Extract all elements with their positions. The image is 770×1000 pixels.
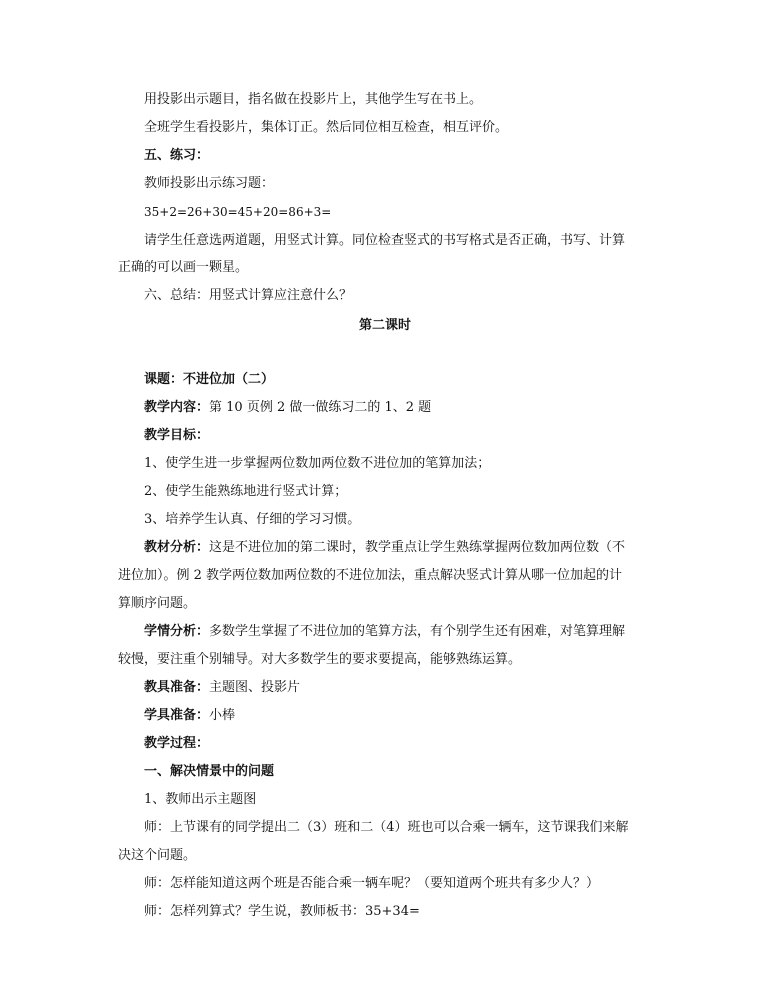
teaching-aids (144, 680, 684, 696)
teacher-dialogue-3: 师：怎样列算式？学生说，教师板书：35+34= (144, 904, 420, 919)
paragraph-teacher-projects: 教师投影出示练习题： (144, 176, 275, 191)
student-analysis-label: 学情分析： (144, 624, 210, 639)
goal-item-2: 2、使学生能熟练地进行竖式计算； (144, 484, 348, 499)
student-analysis-cont: 较慢，要注重个别辅导。对大多数学生的要求要提高，能够熟练运算。 (118, 652, 522, 667)
teaching-content-text: 第 10 页例 2 做一做练习二的 1、2 题 (209, 400, 432, 415)
teaching-aids-label: 教具准备： (144, 680, 210, 695)
heading-summary (144, 288, 684, 304)
section-title-second-lesson: 第二课时 (358, 318, 411, 333)
material-analysis-label: 教材分析： (144, 540, 210, 555)
exercise-equations: 35+2=26+30=45+20=86+3= (144, 205, 332, 219)
lesson-topic: 课题：不进位加（二） (144, 372, 275, 387)
step-show-picture: 1、教师出示主题图 (144, 792, 257, 807)
paragraph-projection-question: 用投影出示题目，指名做在投影片上，其他学生写在书上。 (144, 92, 483, 107)
goal-item-1: 1、使学生进一步掌握两位数加两位数不进位加的笔算加法； (144, 456, 491, 471)
material-analysis-cont-2: 算顺序问题。 (118, 596, 197, 611)
teacher-dialogue-1: 师：上节课有的同学提出二（3）班和二（4）班也可以合乘一辆车，这节课我们来解 (144, 820, 629, 835)
paragraph-choose-two-cont: 正确的可以画一颗星。 (118, 260, 249, 275)
student-aids (144, 708, 684, 724)
heading-teaching-process: 教学过程： (144, 736, 210, 751)
teaching-content-label: 教学内容： (144, 400, 210, 415)
material-analysis (144, 540, 684, 556)
heading-practice: 五、练习： (144, 148, 210, 163)
teaching-aids-text: 主题图、投影片 (209, 680, 301, 695)
student-aids-text: 小棒 (209, 708, 236, 723)
teacher-dialogue-2: 师：怎样能知道这两个班是否能合乘一辆车呢？（要知道两个班共有多少人？） (144, 876, 600, 891)
summary-text: 六、总结：用竖式计算应注意什么？ (144, 288, 353, 303)
paragraph-choose-two: 请学生任意选两道题，用竖式计算。同位检查竖式的书写格式是否正确，书写、计算 (144, 233, 626, 248)
student-analysis (144, 624, 684, 640)
paragraph-class-correction: 全班学生看投影片，集体订正。然后同位相互检查，相互评价。 (144, 120, 509, 135)
student-aids-label: 学具准备： (144, 708, 210, 723)
goal-item-3: 3、培养学生认真、仔细的学习习惯。 (144, 512, 361, 527)
student-analysis-text: 多数学生掌握了不进位加的笔算方法，有个别学生还有困难，对笔算理解 (209, 624, 626, 639)
teacher-dialogue-1-cont: 决这个问题。 (118, 848, 197, 863)
heading-teaching-goals: 教学目标： (144, 428, 210, 443)
material-analysis-cont-1: 进位加）。例 2 教学两位数加两位数的不进位加法，重点解决竖式计算从哪一位加起的计 (118, 568, 623, 583)
heading-solve-problem: 一、解决情景中的问题 (144, 764, 275, 779)
teaching-content (144, 400, 684, 416)
material-analysis-text: 这是不进位加的第二课时，教学重点让学生熟练掌握两位数加两位数（不 (209, 540, 626, 555)
